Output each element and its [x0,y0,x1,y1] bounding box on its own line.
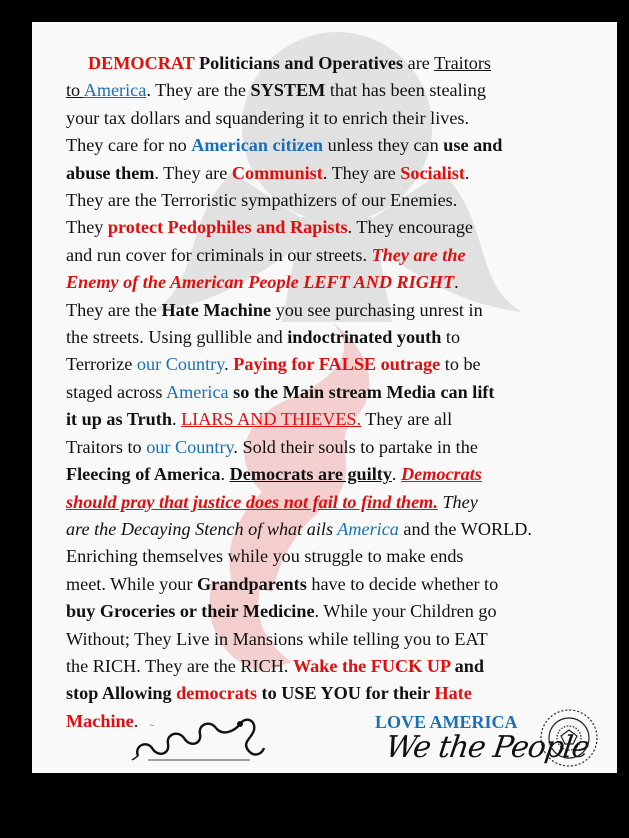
text-segment: . [464,162,470,183]
text-line [66,187,586,214]
text-segment: and run cover for criminals in our streets. [66,244,372,265]
text-segment: . They are the [146,80,251,101]
text-line [66,269,586,296]
text-line [66,160,586,187]
text-segment: Hate [434,683,472,704]
text-segment: Enemy of the American People LEFT AND RIGHT [66,272,455,293]
text-segment: unless they can [323,135,444,156]
text-line [66,406,586,433]
text-segment: . [220,464,230,485]
text-line [66,214,586,241]
text-line [66,653,586,680]
text-segment: buy Groceries or their Medicine [66,601,315,622]
text-segment: to be [440,354,481,375]
text-segment: They [66,217,108,238]
text-segment: . They are [154,162,232,183]
text-segment: Democrats are guilty [229,464,392,485]
text-segment: Hate Machine [161,299,272,320]
text-segment: the RICH. They are the RICH. [66,655,293,676]
text-segment: Democrats [401,464,482,485]
text-line [66,379,586,406]
text-segment: to [66,80,84,101]
text-segment: . [391,464,402,485]
text-line [66,543,586,570]
text-segment: should pray that justice does not fail to find them. [66,491,438,512]
text-segment: Paying for FALSE outrage [233,354,441,375]
text-line [66,105,586,132]
text-segment: . [454,272,459,293]
text-segment: America [166,381,229,402]
text-segment: you see purchasing unrest in [271,299,483,320]
text-segment: They care for no [66,135,192,156]
text-segment: . [133,710,139,731]
text-line [66,516,586,543]
text-segment: They are the Terroristic sympathizers of our Enemies. [66,190,458,211]
text-segment: America [337,518,399,539]
text-segment: Communist [231,162,323,183]
text-segment: . [171,409,182,430]
text-segment: the streets. Using gullible and [66,327,288,348]
text-line [66,297,586,324]
text-segment: protect Pedophiles and Rapists [107,217,348,238]
text-segment: to USE YOU for their [256,683,435,704]
text-segment: staged across [66,381,167,402]
text-segment: and the WORLD. [398,518,532,539]
text-line [66,598,586,625]
text-segment: democrats [176,683,257,704]
text-segment: . While your Children go [314,601,497,622]
text-segment: stop Allowing [66,683,177,704]
text-line [66,50,586,77]
text-segment: Terrorize [66,354,137,375]
text-segment: are the Decaying Stench of what ails [66,518,338,539]
text-segment: abuse them [66,162,155,183]
text-segment: LIARS AND THIEVES. [181,409,362,430]
text-segment: indoctrinated youth [287,327,442,348]
text-segment: our Country [146,436,234,457]
text-segment: . They encourage [347,217,473,238]
text-line [66,434,586,461]
text-segment: that has been stealing [325,80,486,101]
text-segment: America [83,80,147,101]
text-segment: Wake the FUCK UP [292,655,451,676]
text-segment: They are the [66,299,162,320]
text-segment: Grandparents [196,573,307,594]
text-line [66,324,586,351]
text-segment: your tax dollars and squandering it to enrich their lives. [66,107,470,128]
we-the-people-script: We the People [383,730,592,765]
text-segment: SYSTEM [250,80,326,101]
text-segment: . [224,354,234,375]
text-line [66,77,586,104]
text-segment: Traitors [434,53,491,73]
text-segment: meet. While your [66,573,197,594]
snake-illustration-icon [130,708,268,766]
text-line [66,132,586,159]
text-line [66,626,586,653]
text-segment: Socialist [400,162,465,183]
text-line [66,351,586,378]
text-segment: They are the [371,244,466,265]
text-segment: Without; They Live in Mansions while telling you to EAT [66,628,488,649]
text-segment: have to decide whether to [306,573,499,594]
text-segment: . They are [322,162,401,183]
text-segment: are [403,53,435,73]
text-segment: so the Main stream Media can lift [233,381,495,402]
text-line [66,680,586,707]
great-seal-emblem-icon [537,706,601,770]
document-page [32,22,617,773]
text-segment: Fleecing of America [66,464,221,485]
text-line [66,461,586,488]
text-segment: They [437,491,478,512]
text-segment: and [450,655,484,676]
text-segment: Enriching themselves while you struggle to make ends [66,546,464,567]
text-segment: American citizen [191,135,324,156]
text-segment: They are all [361,409,453,430]
text-line [66,489,586,516]
text-segment: our Country [136,354,225,375]
love-america-label: LOVE AMERICA [375,712,518,732]
text-segment: to [441,327,461,348]
text-segment: Politicians and Operatives [198,53,404,73]
text-segment: DEMOCRAT [88,53,199,73]
text-segment: . Sold their souls to partake in the [233,436,478,457]
text-segment: Traitors to [66,436,147,457]
text-line [66,242,586,269]
text-line [66,571,586,598]
text-segment: it up as Truth [66,409,172,430]
text-segment: use and [443,135,503,156]
text-segment: Machine [66,710,134,731]
svg-text:~: ~ [150,722,154,730]
body-text [66,50,586,735]
